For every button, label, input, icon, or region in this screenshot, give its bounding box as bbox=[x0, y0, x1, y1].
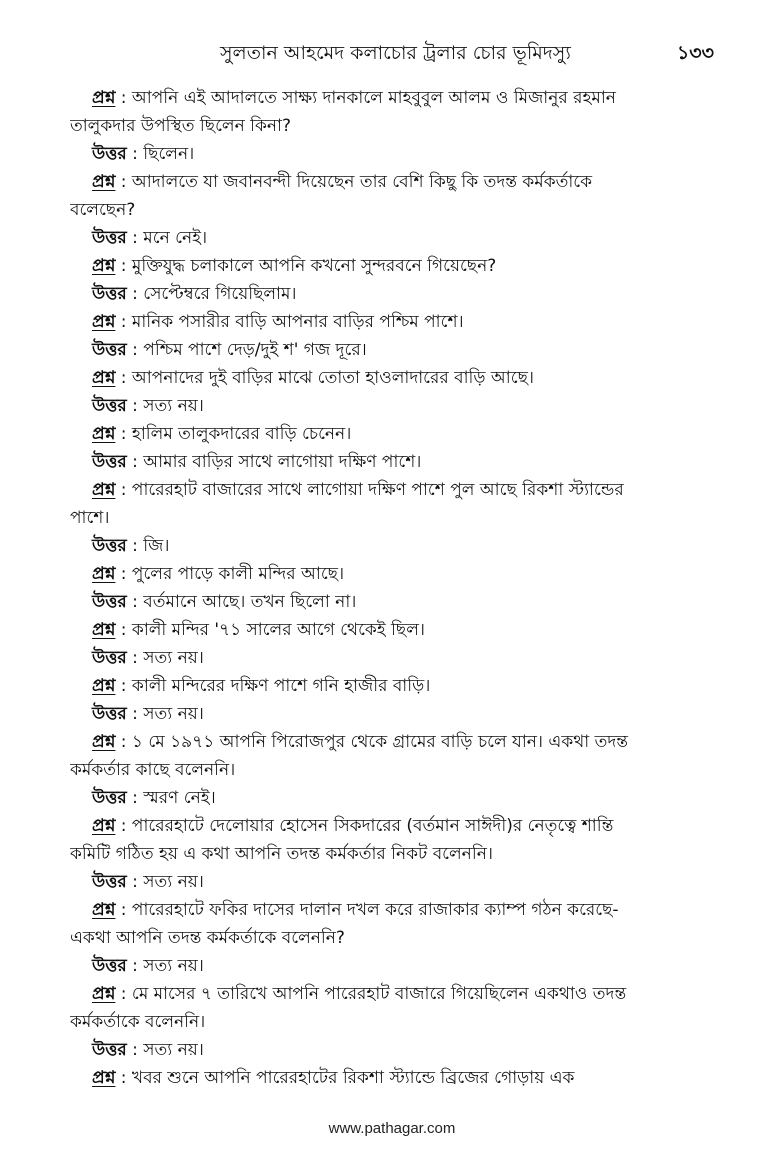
answer-line bbox=[70, 392, 712, 420]
line-text: : মনে নেই। bbox=[126, 228, 208, 248]
question-label: প্রশ্ন bbox=[92, 620, 116, 640]
answer-label: উত্তর bbox=[92, 536, 127, 556]
continuation-line bbox=[70, 840, 712, 868]
line-text: : আপনি এই আদালতে সাক্ষ্য দানকালে মাহবুবুল আলম ও মিজানুর রহমান bbox=[115, 88, 616, 108]
answer-line bbox=[70, 448, 712, 476]
question-label: প্রশ্ন bbox=[92, 564, 116, 584]
question-label: প্রশ্ন bbox=[92, 984, 116, 1004]
question-line bbox=[70, 168, 712, 196]
question-line bbox=[70, 616, 712, 644]
line-text: : পারেরহাটে ফকির দাসের দালান দখল করে রাজাকার ক্যাম্প গঠন করেছে- bbox=[115, 900, 619, 920]
question-label: প্রশ্ন bbox=[92, 256, 116, 276]
line-text: কর্মকর্তাকে বলেননি। bbox=[70, 1012, 206, 1032]
question-label: প্রশ্ন bbox=[92, 88, 116, 108]
line-text: পাশে। bbox=[70, 508, 110, 528]
line-text: : সত্য নয়। bbox=[126, 704, 204, 724]
answer-line bbox=[70, 280, 712, 308]
question-line bbox=[70, 308, 712, 336]
question-label: প্রশ্ন bbox=[92, 816, 116, 836]
line-text: : খবর শুনে আপনি পারেরহাটের রিকশা স্ট্যান্ডে ব্রিজের গোড়ায় এক bbox=[115, 1068, 575, 1088]
question-label: প্রশ্ন bbox=[92, 732, 116, 752]
line-text: তালুকদার উপস্থিত ছিলেন কিনা? bbox=[70, 116, 291, 136]
answer-line bbox=[70, 1036, 712, 1064]
running-header bbox=[70, 38, 714, 68]
answer-label: উত্তর bbox=[92, 648, 127, 668]
line-text: : পশ্চিম পাশে দেড়/দুই শ' গজ দূরে। bbox=[126, 340, 367, 360]
answer-label: উত্তর bbox=[92, 872, 127, 892]
answer-label: উত্তর bbox=[92, 704, 127, 724]
footer-url: www.pathagar.com bbox=[328, 1120, 456, 1137]
answer-line bbox=[70, 644, 712, 672]
line-text: : বর্তমানে আছে। তখন ছিলো না। bbox=[126, 592, 357, 612]
question-line bbox=[70, 1064, 712, 1092]
line-text: : মানিক পসারীর বাড়ি আপনার বাড়ির পশ্চিম পাশে। bbox=[115, 312, 464, 332]
line-text: : হালিম তালুকদারের বাড়ি চেনেন। bbox=[115, 424, 352, 444]
answer-label: উত্তর bbox=[92, 788, 127, 808]
question-line bbox=[70, 476, 712, 504]
question-line bbox=[70, 672, 712, 700]
line-text: বলেছেন? bbox=[70, 200, 136, 220]
answer-line bbox=[70, 224, 712, 252]
line-text: : কালী মন্দিরের দক্ষিণ পাশে গনি হাজীর বাড়ি। bbox=[115, 676, 431, 696]
line-text: : পারেরহাট বাজারের সাথে লাগোয়া দক্ষিণ পাশে পুল আছে রিকশা স্ট্যান্ডের bbox=[115, 480, 624, 500]
question-line bbox=[70, 728, 712, 756]
question-label: প্রশ্ন bbox=[92, 480, 116, 500]
page-number: ১৩৩ bbox=[676, 42, 714, 64]
line-text: : আদালতে যা জবানবন্দী দিয়েছেন তার বেশি কিছু কি তদন্ত কর্মকর্তাকে bbox=[115, 172, 593, 192]
line-text: কর্মকর্তার কাছে বলেননি। bbox=[70, 760, 236, 780]
answer-line bbox=[70, 140, 712, 168]
line-text: : পুলের পাড়ে কালী মন্দির আছে। bbox=[115, 564, 345, 584]
answer-line bbox=[70, 868, 712, 896]
line-text: : সত্য নয়। bbox=[126, 1040, 204, 1060]
answer-label: উত্তর bbox=[92, 452, 127, 472]
answer-line bbox=[70, 336, 712, 364]
question-label: প্রশ্ন bbox=[92, 676, 116, 696]
question-label: প্রশ্ন bbox=[92, 172, 116, 192]
line-text: : মে মাসের ৭ তারিখে আপনি পারেরহাট বাজারে গিয়েছিলেন একথাও তদন্ত bbox=[115, 984, 627, 1004]
line-text: : আপনাদের দুই বাড়ির মাঝে তোতা হাওলাদারের বাড়ি আছে। bbox=[115, 368, 534, 388]
line-text: : স্মরণ নেই। bbox=[126, 788, 216, 808]
question-label: প্রশ্ন bbox=[92, 900, 116, 920]
line-text: একথা আপনি তদন্ত কর্মকর্তাকে বলেননি? bbox=[70, 928, 345, 948]
answer-line bbox=[70, 532, 712, 560]
question-line bbox=[70, 812, 712, 840]
line-text: : পারেরহাটে দেলোয়ার হোসেন সিকদারের (বর্তমান সাঈদী)র নেতৃত্বে শান্তি bbox=[115, 816, 614, 836]
answer-label: উত্তর bbox=[92, 228, 127, 248]
question-label: প্রশ্ন bbox=[92, 1068, 116, 1088]
question-line bbox=[70, 896, 712, 924]
answer-label: উত্তর bbox=[92, 1040, 127, 1060]
testimony-body bbox=[70, 84, 712, 1092]
line-text: : সেপ্টেম্বরে গিয়েছিলাম। bbox=[126, 284, 297, 304]
answer-label: উত্তর bbox=[92, 340, 127, 360]
answer-line bbox=[70, 588, 712, 616]
question-label: প্রশ্ন bbox=[92, 312, 116, 332]
question-line bbox=[70, 252, 712, 280]
line-text: : কালী মন্দির '৭১ সালের আগে থেকেই ছিল। bbox=[115, 620, 425, 640]
answer-label: উত্তর bbox=[92, 396, 127, 416]
question-label: প্রশ্ন bbox=[92, 368, 116, 388]
line-text: : আমার বাড়ির সাথে লাগোয়া দক্ষিণ পাশে। bbox=[126, 452, 422, 472]
answer-label: উত্তর bbox=[92, 592, 127, 612]
line-text: : সত্য নয়। bbox=[126, 396, 204, 416]
answer-line bbox=[70, 700, 712, 728]
line-text: : জি। bbox=[126, 536, 170, 556]
continuation-line bbox=[70, 924, 712, 952]
question-line bbox=[70, 560, 712, 588]
line-text: কমিটি গঠিত হয় এ কথা আপনি তদন্ত কর্মকর্তার নিকট বলেননি। bbox=[70, 844, 493, 864]
question-line bbox=[70, 84, 712, 112]
answer-line bbox=[70, 784, 712, 812]
question-line bbox=[70, 980, 712, 1008]
question-label: প্রশ্ন bbox=[92, 424, 116, 444]
answer-label: উত্তর bbox=[92, 144, 127, 164]
running-title: সুলতান আহমেদ কলাচোর ট্রলার চোর ভূমিদস্যু bbox=[220, 42, 571, 64]
continuation-line bbox=[70, 196, 712, 224]
question-line bbox=[70, 364, 712, 392]
continuation-line bbox=[70, 504, 712, 532]
line-text: : ১ মে ১৯৭১ আপনি পিরোজপুর থেকে গ্রামের বাড়ি চলে যান। একথা তদন্ত bbox=[115, 732, 628, 752]
continuation-line bbox=[70, 756, 712, 784]
continuation-line bbox=[70, 1008, 712, 1036]
answer-label: উত্তর bbox=[92, 956, 127, 976]
question-line bbox=[70, 420, 712, 448]
line-text: : ছিলেন। bbox=[126, 144, 195, 164]
line-text: : সত্য নয়। bbox=[126, 956, 204, 976]
continuation-line bbox=[70, 112, 712, 140]
line-text: : সত্য নয়। bbox=[126, 872, 204, 892]
line-text: : সত্য নয়। bbox=[126, 648, 204, 668]
answer-line bbox=[70, 952, 712, 980]
line-text: : মুক্তিযুদ্ধ চলাকালে আপনি কখনো সুন্দরবনে গিয়েছেন? bbox=[115, 256, 497, 276]
answer-label: উত্তর bbox=[92, 284, 127, 304]
